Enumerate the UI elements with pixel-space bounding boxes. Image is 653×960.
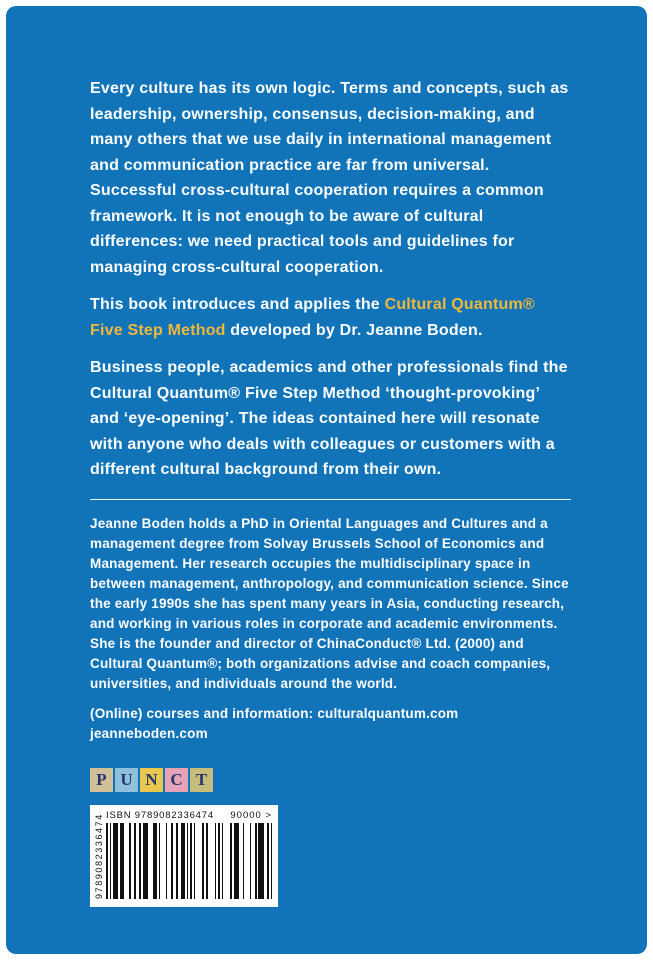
barcode-bars-icon [106,823,272,899]
barcode-vertical-number: 9789082336474 [94,812,104,899]
intro-paragraph: Every culture has its own logic. Terms and concepts, such as leadership, ownership, consensus, decision-making, and many others that we use daily in international management and communication practice are far from universal. Successful cross-cultural cooperation requires a common framework. It is not enough to be aware of cultural differences: we need practical tools and guidelines for managing cross-cultural cooperation. [90,80,569,276]
punct-letter-p: P [90,768,113,792]
punct-letter-t: T [190,768,213,792]
punct-letter-u: U [115,768,138,792]
barcode-header [94,810,272,821]
author-bio: Jeanne Boden holds a PhD in Oriental Languages and Cultures and a management degree from Solvay Brussels School of Economics and Management. Her research occupies the multidisciplinary space in between management, anthropology, and communication science. Since the early 1990s she has spent many years in Asia, conducting research, and working in various roles in corporate and academic environments. She is the founder and director of ChinaConduct® Ltd. (2000) and Cultural Quantum®; both organizations advise and coach companies, universities, and individuals around the world. [90,515,569,691]
punct-letter-c: C [165,768,188,792]
contact-links [90,704,571,744]
barcode-price-code: 90000 > [230,809,272,821]
publisher-logo [90,768,571,792]
method-paragraph [90,292,571,343]
divider-line [90,499,571,500]
author-site-line: jeanneboden.com [90,725,208,741]
method-paragraph-prefix: This book introduces and applies the [90,296,385,313]
isbn-label: ISBN 9789082336474 [106,809,214,821]
cover-text-block [90,76,571,744]
back-cover [6,6,647,954]
method-highlight: Cultural Quantum® Five Step Method [90,296,535,339]
courses-info-line: (Online) courses and information: culturalquantum.com [90,705,459,721]
barcode [90,805,278,907]
testimonial-paragraph: Business people, academics and other professionals find the Cultural Quantum® Five Step Method ‘thought-provoking’ and ‘eye-opening’. The ideas contained here will resonate with anyone who deals with colleagues or customers with a different cultural background from their own. [90,359,568,478]
method-paragraph-suffix: developed by Dr. Jeanne Boden. [225,321,483,339]
punct-letter-n: N [140,768,163,792]
